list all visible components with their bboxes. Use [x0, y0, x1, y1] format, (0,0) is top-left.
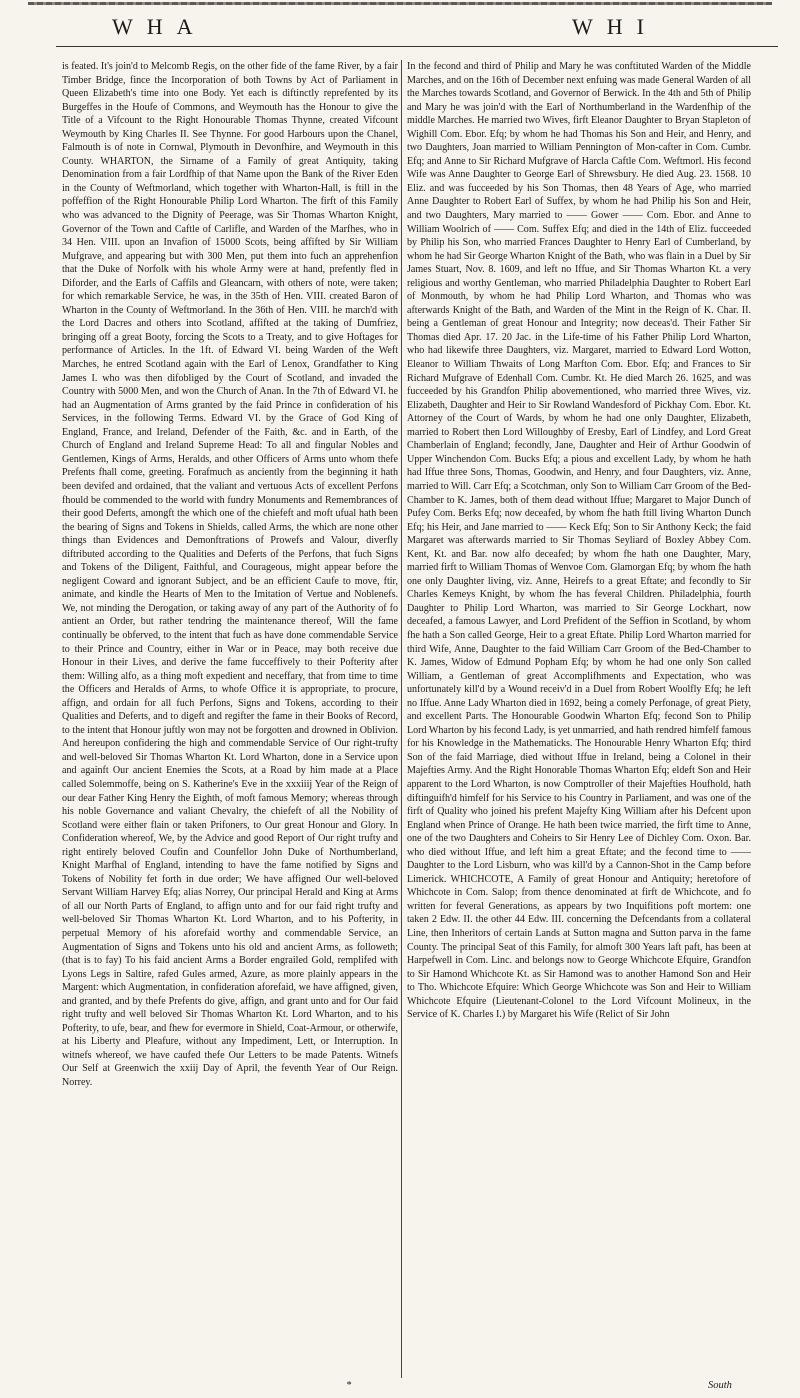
left-column-text: is feated. It's join'd to Melcomb Regis, on the other fide of the fame River, by a fair Timber Bridge, fince the Incorporation of both Towns by Act of Parliament in Queen Elizabeth's time into one Body. Yet each is diftinctly reprefented by its Burgeffes in the Houfe of Commons, and Weymouth has the Honour to give the Title of a Vifcount to the Right Honourable Thomas Thynne, created Vifcount Weymouth by King Charles II. See Thynne. For good Harbours upon the Chanel, Falmouth is of note in Cornwal, Plymouth in Devonfhire, and Weymouth in this County. WHARTON, the Sirname of a Family of great Antiquity, taking Denomination from a fair Lordfhip of that Name upon the Bank of the River Eden in the County of Weftmorland, which together with Wharton-Hall, is ftill in the poffeffion of the Right Honourable Philip Lord Wharton. The firft of this Family who was advanced to the Dignity of Peerage, was Sir Thomas Wharton Knight, Governor of the Town and Caftle of Carlifle, and Warden of the Marfhes, who in 34 Hen. VIII. upon an Invafion of 15000 Scots, being affifted by Sir William Mufgrave, and appearing but with 300 Men, put them into fuch an apprehenfion that the Duke of Norfolk with his whole Army were at hand, prefently fled in Diforder, and the Earls of Caffils and Gleancarn, with others of note, were taken; for which remarkable Service, he was, in the 35th of Hen. VIII. created Baron of Wharton in the County of Weftmorland. In the 36th of Hen. VIII. he march'd with the Lord Dacres and others into Scotland, affifted at the taking of Dumfriez, bringing off a great Booty, forcing the Scots to a Treaty, and to give Hoftages for performance of Articles. In the 1ft. of Edward VI. being Warden of the Weft Marches, he entred Scotland again with the Earl of Lenox, Grandfather to King James I. who was then difobliged by the Court of Scotland, and invaded the Country with 5000 Men, and won the Church of Anan. In the 7th of Edward VI. he had an Augmentation of Arms granted by the faid Prince in confideration of his Services, in the following Terms. Edward VI. by the Grace of God King of England, France, and Ireland, Defender of the Faith, &c. and in Earth, of the Church of England and Ireland Supreme Head: To all and fingular Nobles and Gentlemen, Kings of Arms, Heralds, and other Officers of Arms unto whom thefe Prefents fhall come, greeting. Forafmuch as anciently from the beginning it hath been devifed and ordained, that the valiant and vertuous Acts of excellent Perfons fhould be commended to the world with fundry Monuments and Remembrances of their good Deferts, amongft the which one of the chiefeft and moft ufual hath been the bearing of Signs and Tokens in Shields, called Arms, the which are none other things than Evidences and Demonftrations of Prowefs and Valour, diverfly diftributed according to the Qualities and Deferts of the Perfons, that fuch Signs and Tokens of the Diligent, Faithful, and Courageous, might appear before the negligent Coward and ignorant Subject, and be an efficient Caufe to move, ftir, animate, and kindle the Hearts of Men to the Imitation of Vertue and Noblenefs. We, not minding the Derogation, or taking away of any part of the Authority of fo antient an Order, but rather tendring the maintenance thereof, Will the fame continually be obferved, to the intent that fuch as have done commendable Service to their Prince and Country, either in War or in Peace, may both receive due Honour in their Lives, and derive the fame fucceffively to their Pofterity after them: Willing alfo, as a thing moft expedient and neceffary, that from time to time the Officers and Heralds of Arms, to whofe Office it is appropriate, to procure, affign, and ordain for all fuch Perfons, Signs and Tokens, according to their Qualities and Deferts, and to digeft and regifter the fame in their Books of Record, to the intent that Honour juftly won may not be forgotten and drowned in Oblivion. And hereupon confidering the high and commendable Service of Our right-trufty and well-beloved Sir Thomas Wharton Kt. Lord Wharton, done in a Service upon and againft Our ancient Enemies the Scots, at a Road by him made at a Place called Solemmoffe, being on S. Katherine's Eve in the xxxiiij Year of the Reign of our dear Father King Henry the Eighth, of moft famous Memory; whereas through his noble Governance and valiant Chevalry, the chiefeft of all the Nobility of Scotland were either flain or taken Prifoners, to Our great Honour and Glory. In Confideration whereof, We, by the Advice and good Report of Our right trufty and right entirely beloved Coufin and Counfellor John Duke of Northumberland, Knight Marfhal of England, intending to have the fame notified by Signs and Tokens of Nobility fet forth in due order; We have affigned Our well-beloved Servant William Harvey Efq; alias Norrey, Our principal Herald and King at Arms of all our North Parts of England, to affign unto and for our faid right trufty and well-beloved Sir Thomas Wharton Kt. Lord Wharton, and to his Pofterity, in perpetual Memory of his aforefaid worthy and commendable Service, an Augmentation of Signs and Tokens unto his old and ancient Arms, as followeth; (that is to fay) To his faid ancient Arms a Border engrailed Gold, remplifed with Lyons Legs in Saltire, rafed Gules armed, Azure, as more plainly appears in the Margent: which Augmentation, in confideration aforefaid, we have affigned, given, and granted, and by thefe Prefents do give, affign, and grant unto and for Our faid right trufty and well beloved Sir Thomas Wharton Kt. Lord Wharton, and to his Pofterity, to ufe, bear, and fhew for evermore in Shield, Coat-Armour, or otherwife, at his Liberty and Pleafure, without any Impediment, Lett, or Interruption. In witnefs whereof, we have caufed thefe Our Letters to be made Patents. Witnefs Our Self at Greenwich the xxiij Day of April, the feventh Year of Our Reign. Norrey.	[62, 61, 398, 1089]
left-column	[62, 60, 398, 1090]
right-column-text: In the fecond and third of Philip and Mary he was conftituted Warden of the Middle Marches, and on the 16th of December next enfuing was made General Warden of all the Marches towards Scotland, and Governor of Berwick. In the 4th and 5th of Philip and Mary he was join'd with the Earl of Northumberland in the Wardenfhip of the middle Marches. He married two Wives, firft Eleanor Daughter to Bryan Stapleton of Wighill Com. Ebor. Efq; by whom he had Thomas his Son and Heir, and Henry, and two Daughters, Joan married to William Pennington of Mon-cafter in Com. Cumbr. Efq; and Anne to Sir Richard Mufgrave of Harcla Caftle Com. Weftmorl. His fecond Wife was Anne Daughter to George Earl of Shrewsbury. He died Aug. 23. 1568. 10 Eliz. and was fucceeded by his Son Thomas, then 48 Years of Age, who married Anne Daughter to Robert Earl of Suffex, by whom he had Philip his Son and Heir, and two Daughters, Mary married to —— Gower —— Com. Ebor. and Anne to William Woolrich of —— Com. Suffex Efq; and died in the 14th of Eliz. fucceeded by Philip his Son, who married Frances Daughter to Henry Earl of Cumberland, by whom he had Sir George Wharton Knight of the Bath, who was flain in a Duel by Sir James Stuart, Nov. 8. 1609, and left no Iffue, and Sir Thomas Wharton Kt. a very religious and worthy Gentleman, who married Philadelphia Daughter to Robert Earl of Monmouth, by whom he had Philip Lord Wharton, and Thomas who was afterwards Knight of the Bath, and Warden of the Mint in the Reign of K. Char. II. being a Gentleman of great Honour and Integrity; now deceas'd. Their Father Sir Thomas died Apr. 17. 20 Jac. in the Life-time of his Father Philip Lord Wharton, who had likewife three Daughters, viz. Margaret, married to Edward Lord Wotton, Eleanor to William Thwaits of Long Marfton Com. Ebor. Efq; and Frances to Sir Richard Mufgrave of Edenhall Com. Cumbr. Kt. He died March 26. 1625, and was fucceeded by his Grandfon Philip abovementioned, who married three Wives, viz. Elizabeth, Daughter and Heir to Sir Rowland Wandesford of Pickhay Com. Ebor. Kt. Attorney of the Court of Wards, by whom he had one only Daughter, Elizabeth, married to Robert then Lord Willoughby of Eresby, Earl of Lindfey, and Lord Great Chamberlain of England; fecondly, Jane, Daughter and Heir of Arthur Goodwin of Upper Winchendon Com. Bucks Efq; a pious and excellent Lady, by whom he hath had Iffue three Sons, Thomas, Goodwin, and Henry, and four Daughters, viz. Anne, married to Will. Carr Efq; a Scotchman, only Son to William Carr Groom of the Bed-Chamber to K. James, both of them dead without Iffue; Margaret to Major Dunch of Pufey Com. Berks Efq; now deceafed, by whom fhe hath ftill living Wharton Dunch Efq; his Heir, and Jane married to —— Keck Efq; Son to Sir Anthony Keck; the faid Margaret was afterwards married to Sir Thomas Seyliard of Boxley Abbey Com. Kent, Kt. and Bar. now alfo deceafed; by whom fhe hath one Daughter, Mary, married firft to William Thomas of Wenvoe Com. Glamorgan Efq; by whom fhe hath one only Daughter living, viz. Anne, Heirefs to a great Eftate; and fecondly to Sir Charles Kemeys Knight, by whom fhe has feveral Children. Philadelphia, fourth Daughter to Philip Lord Wharton, was married to Sir George Lockhart, now deceafed, a famous Lawyer, and Lord Prefident of the Seffion in Scotland, by whom fhe hath a Son called George, Heir to a great Eftate. Philip Lord Wharton married for third Wife, Anne, Daughter to the faid William Carr Groom of the Bed-Chamber to K. James, Widow of Edmund Popham Efq; by whom he had one only Son called William, a Gentleman of great Accomplifhments and Expectation, who was unfortunately kill'd by a Wound receiv'd in a Duel from Robert Woolfly Efq; he left no Iffue. Anne Lady Wharton died in 1692, being a comely Perfonage, of great Piety, and excellent Parts. The Honourable Goodwin Wharton Efq; fecond Son to Philip Lord Wharton by his fecond Lady, is yet unmarried, and hath rendred himfelf famous for his Knowledge in the Mathematicks. The Honourable Henry Wharton Efq; third Son of the faid Marriage, died without Iffue in Ireland, being a Colonel in their Majefties Army. And the Right Honorable Thomas Wharton Efq; eldeft Son and Heir apparent to the Lord Wharton, is now Comptroller of their Majefties Houfhold, hath diftinguifh'd himfelf for his Service to his Country in Parliament, and was one of the firft of Quality who joined his prefent Majefty King William after his Defcent upon England when Prince of Orange. He hath been twice married, the firft time to Anne, one of the two Daughters and Coheirs to Sir Henry Lee of Dichley Com. Oxon. Bar. who died without Iffue, and left him a great Eftate; and the fecond time to —— Daughter to the Lord Lisburn, who was kill'd by a Cannon-Shot in the Camp before Limerick. WHICHCOTE, A Family of great Honour and Antiquity; heretofore of Whichcote in Com. Salop; from thence denominated at firft de Whichcote, and fo written for feveral Generations, as appears by two Inquifitions poft mortem: one taken 2 Edw. II. the other 44 Edw. III. concerning the Defcendants from a collateral Line, then Inheritors of certain Lands at Sutton magna and Sutton parva in the fame County. The principal Seat of this Family, for almoft 300 Years laft paft, has been at Harpefwell in Com. Linc. and belongs now to George Whichcote Efquire, Grandfon to Sir Hamond Whichcote Kt. as Sir Hamond was to another Hamond Son and Heir to Tho. Whichcote Efquire: Which George Whichcote was Son and Heir to William Whichcote Efquire (Lieutenant-Colonel to the Lord Vifcount Molineux, in the Service of K. Charles I.) by Margaret his Wife (Relict of Sir John	[407, 61, 751, 1021]
running-head-left: WHA	[112, 14, 207, 39]
header-rule	[56, 46, 778, 47]
catchword-right: South	[708, 1380, 732, 1391]
right-column	[407, 60, 751, 1022]
column-divider	[401, 60, 402, 1378]
running-head-right: WHI	[572, 14, 658, 39]
catchword-left: *	[346, 1380, 352, 1391]
top-border-rule	[28, 2, 772, 5]
